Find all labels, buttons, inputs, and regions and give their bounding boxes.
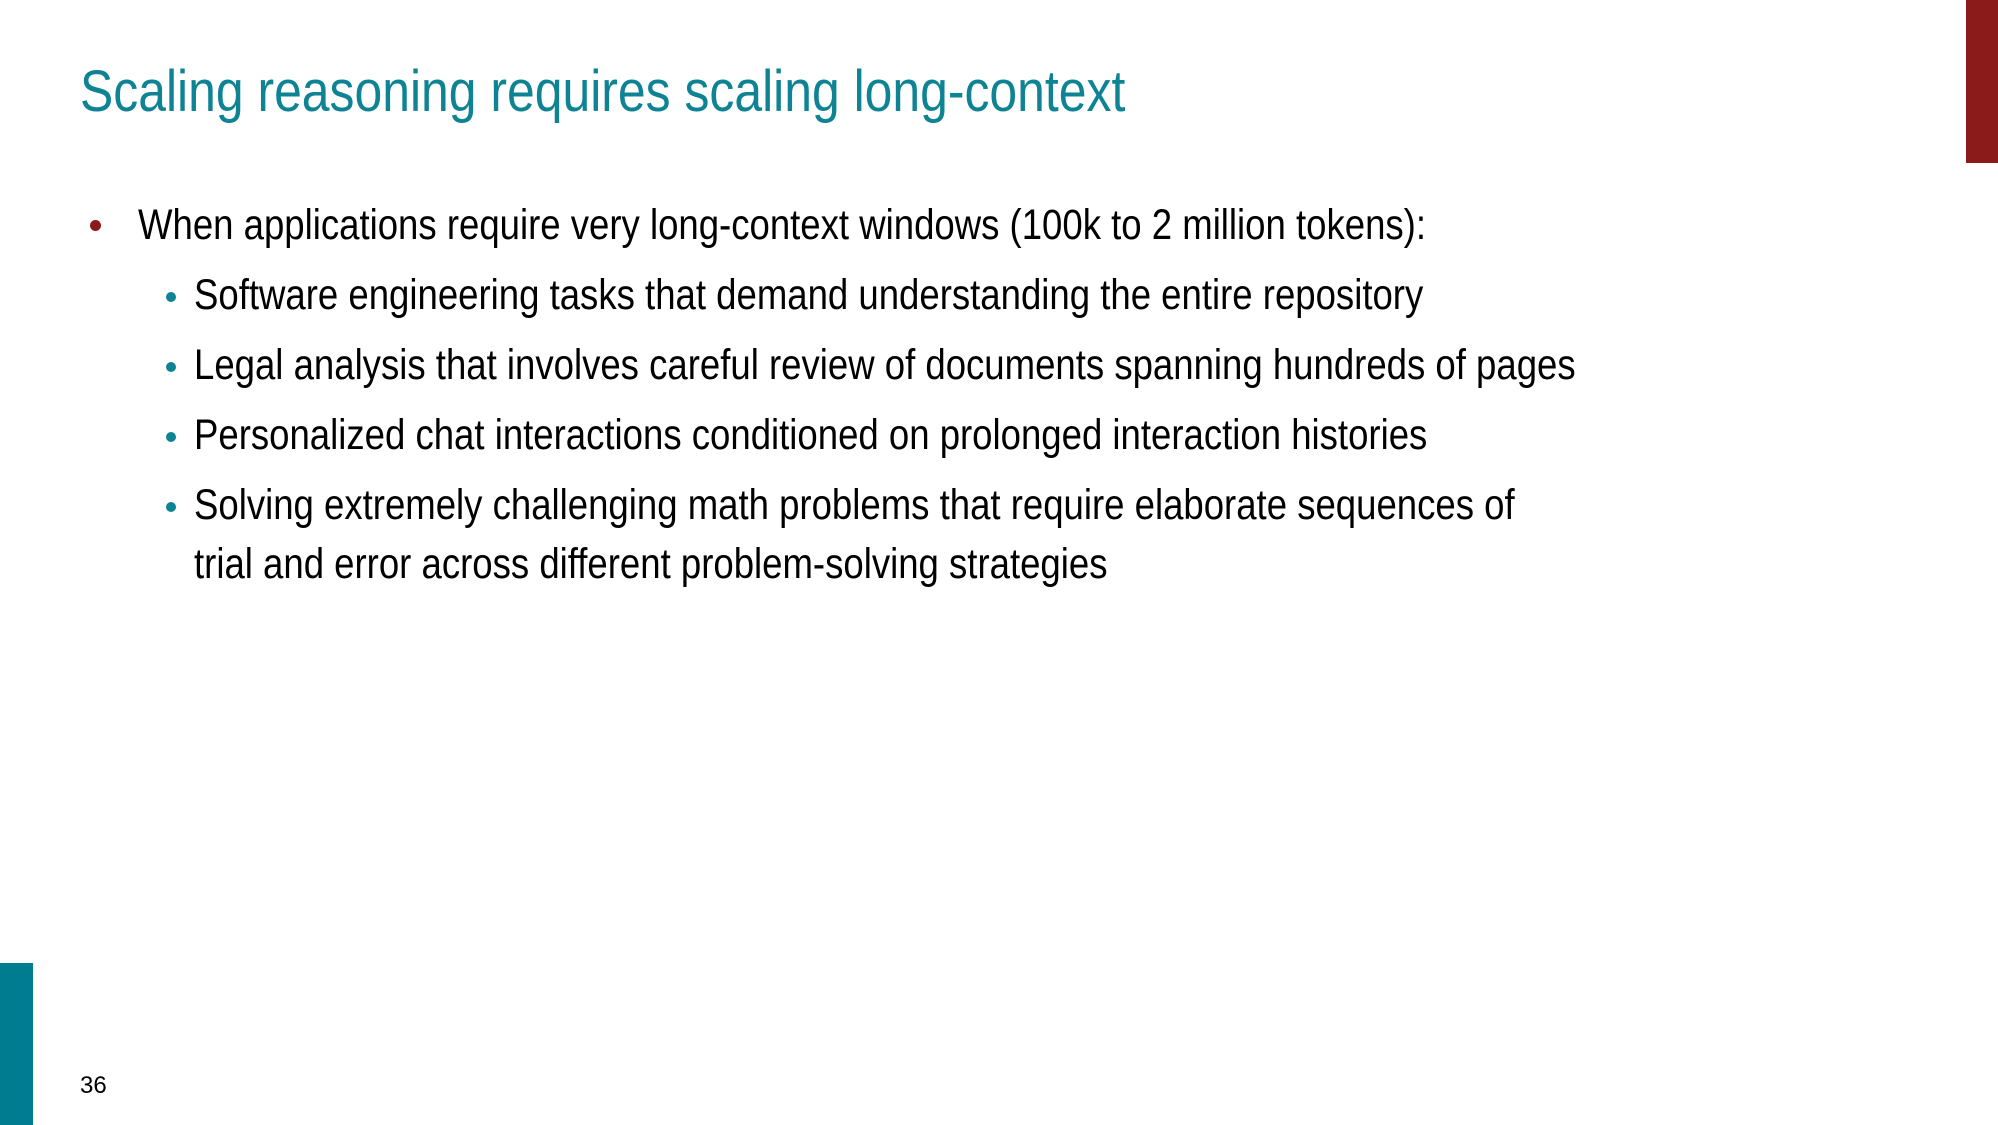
sub-bullet: Solving extremely challenging math problems that require elaborate sequences of [194,481,1515,529]
page-number: 36 [80,1072,107,1099]
accent-bar-bottom-left [0,963,33,1125]
sub-bullet-continuation: trial and error across different problem-solving strategies [194,540,1108,588]
bullet-icon [166,292,176,302]
sub-bullet: Personalized chat interactions conditioned on prolonged interaction histories [194,411,1428,459]
sub-bullet: Software engineering tasks that demand understanding the entire repository [194,271,1424,319]
slide-title: Scaling reasoning requires scaling long-context [80,59,1126,124]
bullet-level1: When applications require very long-context windows (100k to 2 million tokens): [138,201,1427,249]
accent-bar-top-right [1966,0,1998,163]
bullet-icon [166,502,176,512]
bullet-icon [90,220,101,231]
sub-bullet: Legal analysis that involves careful review of documents spanning hundreds of pages [194,341,1576,389]
bullet-icon [166,362,176,372]
bullet-icon [166,432,176,442]
